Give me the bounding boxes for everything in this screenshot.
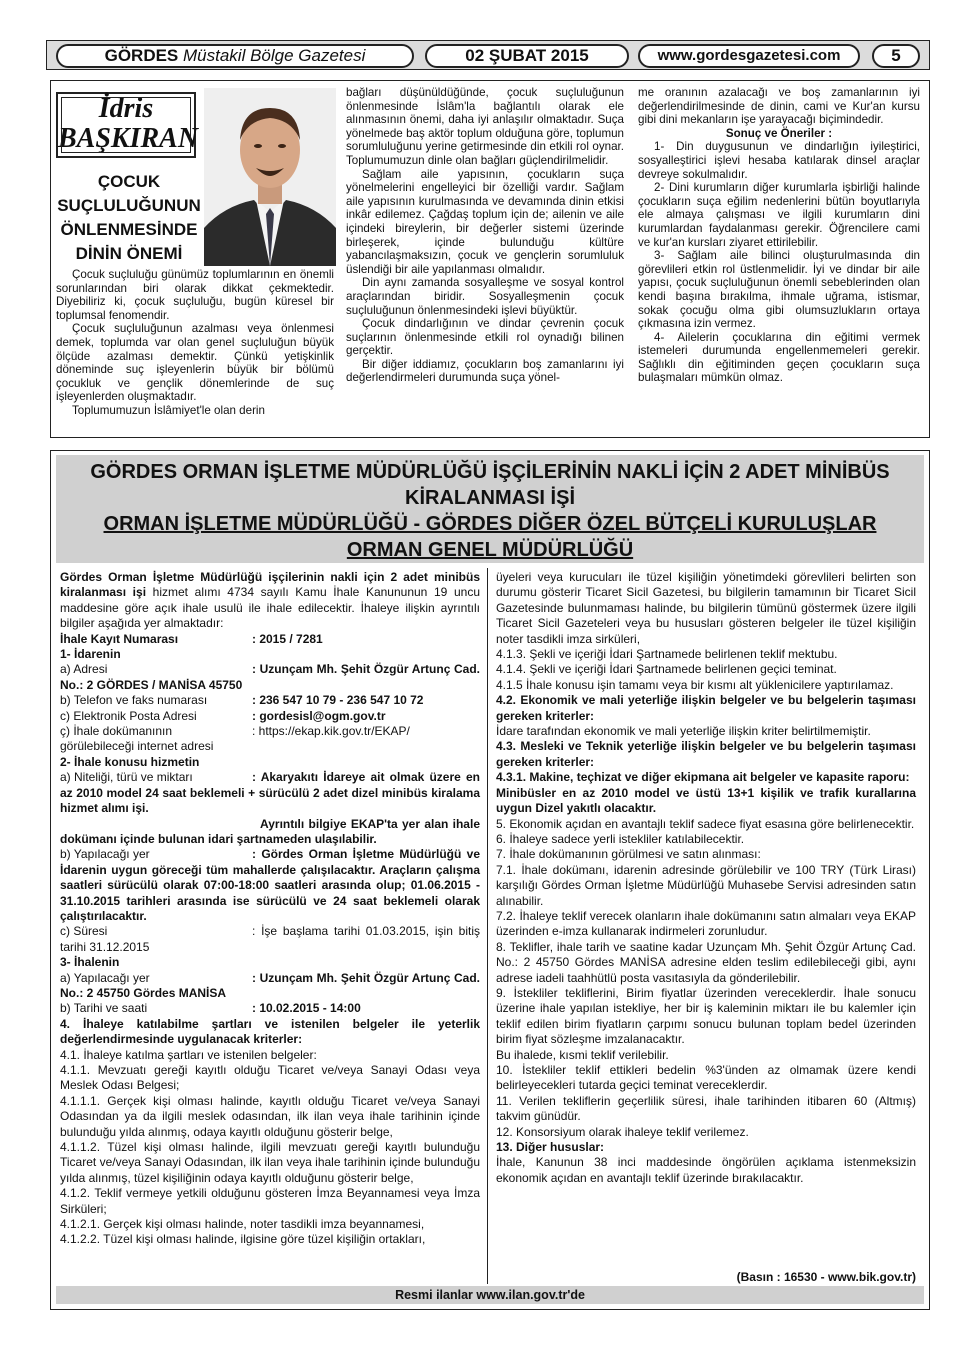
address-value: : Uzunçam Mh. Şehit Özgür Artunç Cad. No.: 2 GÖRDES / MANİSA 45750 [60, 662, 480, 692]
author-first-name: İdris [98, 93, 154, 124]
article-column-1 [56, 268, 334, 418]
paragraph: Toplumumuzun İslâmiyet'le olan derin [72, 403, 265, 417]
kayit-label: İhale Kayıt Numarası [60, 631, 179, 646]
address-row [60, 662, 480, 693]
clause: 6. İhaleye sadece yerli istekliler katılabilecektir. [496, 831, 745, 846]
address-label: a) Adresi [60, 662, 108, 677]
clause: İdare tarafından ekonomik ve mali yeterliğe ilişkin kriter belirtilmemiştir. [496, 724, 871, 739]
email-label: c) Elektronik Posta Adresi [60, 708, 197, 723]
nature-extra: Ayrıntılı bilgiye EKAP'ta yer alan ihale dokümanı içinde bulunan idari şartnameden ulaşılabilir. [60, 816, 480, 846]
paragraph: Çocuk suçluluğu günümüz toplumlarının en önemli sorunlarından biri olarak dikkat çekmektedir. Diyebiliriz ki, çocuk suçluluğu, bugün küresel bir toplumsal fenomendir. [56, 268, 334, 322]
conclusion-item: 2- Dini kurumların diğer kurumlarla işbirliği halinde çocukların suça eğilim nedenlerini bütün boyutlarıyla ele almaya çalışması ve ilgili kurumların dini kurumlardan faydalanması gerekir. Öğrencilere cami ve kur'an kursları ziyaret ettirilebilir. [638, 181, 920, 249]
announcement-column-right [496, 570, 916, 1186]
announcement-title-line: ORMAN İŞLETME MÜDÜRLÜĞÜ - GÖRDES DİĞER ÖZEL BÜTÇELİ KURULUŞLAR [103, 513, 877, 535]
email-row [60, 709, 480, 724]
clause: 4.1.2.1. Gerçek kişi olması halinde, noter tasdikli imza beyannamesi, [60, 1217, 425, 1232]
title-line: DİNİN ÖNEMİ [75, 244, 183, 263]
clause: 4.1.1. Mevzuatı gereği kayıtlı olduğu Ticaret ve/veya Sanayi Odası veya Meslek Odası Belgesi; [60, 1063, 480, 1093]
doc-url-row: ç) İhale dokümanının : https://ekap.kik.gov.tr/EKAP/ görülebileceği internet adresi [60, 724, 410, 754]
clause: 8. Teklifler, ihale tarih ve saatine kadar Uzunçam Mh. Şehit Özgür Artunç Cad. No.: 2 45750 Gördes MANİSA adresine elden teslim edilebileceği gibi, aynı adrese iadeli taahhütlü posta vasıtasıyla da gönderilebilir. [496, 939, 916, 985]
intro-paragraph [60, 570, 480, 632]
kayit-row [60, 632, 480, 647]
section-heading: 2- İhale konusu hizmetin [60, 754, 200, 769]
column-divider [487, 568, 488, 1284]
title-line: SUÇLULUĞUNUN [57, 196, 201, 215]
press-code: (Basın : 16530 - www.bik.gov.tr) [736, 1270, 916, 1284]
paragraph: me oranının azalacağı ve boş zamanlarının iyi değerlendirilmesinde de dinin, cami ve Kur'an kursu gibi dini mekanların işe yarayacağı biçimindedir. [638, 86, 920, 127]
paper-subtitle: Müstakil Bölge Gazetesi [183, 46, 366, 65]
clause: 7.2. İhaleye teklif verecek olanların ihale dokümanını satın almaları veya EKAP üzerinden e-imza kullanarak indirmeleri zorunludur. [496, 908, 916, 939]
section-heading: 4. İhaleye katılabilme şartları ve istenilen belgeler ile yeterlik değerlendirmesinde uygulanacak kriterler: [60, 1016, 480, 1047]
phone-row [60, 693, 480, 708]
announcement-header [56, 455, 924, 563]
intro-bold: Gördes Orman İşletme Müdürlüğü işçilerinin nakli için 2 adet minibüs kiralanması işi [60, 570, 480, 600]
paragraph: Çocuk suçluluğunun azalması veya önlenmesi demek, toplumda var olan genel suçluluğun büyük ölçüde azalması demektir. Çünkü yetişkinlik döneminde suç işleyenlerin büyük bir bölümü çocukluk ve gençlik dönemlerinde de suç işleyenlerden oluşmaktadır. [56, 322, 334, 404]
email-link[interactable]: : gordesisl@ogm.gov.tr [252, 708, 386, 723]
footer-notice: Resmi ilanlar www.ilan.gov.tr'de [56, 1286, 924, 1304]
tender-place-row: a) Yapılacağı yer : Uzunçam Mh. Şehit Özgür Artunç Cad. No.: 2 45750 Gördes MANİSA [60, 970, 480, 1000]
phone-label: b) Telefon ve faks numarası [60, 693, 208, 708]
doc-url-label: ç) İhale dokümanının [60, 724, 173, 739]
section-heading: 13. Diğer hususlar: [496, 1140, 605, 1155]
announcement-title-line: KİRALANMASI İŞİ [405, 487, 575, 509]
clause: üyeleri veya kurucuları ile tüzel kişiliğin yönetimdeki görevlileri belirten son durumu gösterir Ticaret Sicil Gazetesi, bu bilgilerin tamamının bir Ticaret Sicil Gazetesinde bulunmaması halinde, bu bilgilerin tümünü göstermek üzere ilgili Ticaret Sicil Gazeteleri veya bu hususları gösteren belgeler ile tüzel kişiliğin noter tasdikli imza sirküleri, [496, 570, 916, 646]
paragraph: bağları düşünüldüğünde, çocuk suçluluğunun önlenmesinde İslâm'la bağlantılı olarak ele alınmasının önemi, daha iyi anlaşılır olmaktadır. Suça yönelmede baş aktör toplum olduğuna göre, toplumun sorumluluğunu yerine getirmesinde din etkili rol oynar. Toplumumuzun dinle olan bağları güçlendirilmelidir. [346, 86, 624, 167]
section-heading: 4.3. Mesleki ve Teknik yeterliğe ilişkin belgeler ve bu belgelerin taşıması gereken kriterler: [496, 739, 916, 769]
tender-date-row: b) Tarihi ve saati : 10.02.2015 - 14:00 [60, 1001, 361, 1016]
conclusion-heading: Sonuç ve Öneriler : [725, 126, 833, 140]
place-row: b) Yapılacağı yer : Gördes Orman İşletme Müdürlüğü ve İdarenin uygun göreceği tüm mahallerde çalışılacaktır. Araçların çalışma saatleri sürücülü olarak 07:00-18:00 saatleri arasında olup; 01.06.2015 - 31.10.2015 tarihleri arasında ise sürücülü ve 24 saat beklemeli olarak çalıştırılacaktır. [60, 847, 480, 923]
clause: 4.1.1.1. Gerçek kişi olması halinde, kayıtlı olduğu Ticaret ve/veya Sanayi Odasından ya da ilgili meslek odasından, ilk ilan veya ihale tarihinin içinde bulunduğu yılda alınmış, odaya kayıtlı olduğunu gösterir belge, [60, 1093, 480, 1139]
clause: 4.1.5 İhale konusu işin tamamı veya bir kısmı alt yüklenicilere yaptırılamaz. [496, 677, 894, 692]
paragraph: Sağlam aile yapısının, çocukların suça yönelmelerini engelleyici bir özelliği vardır. Sağlam aile yapısının kurulmasında ve devamında dinin etkisi inkâr edilemez. Çağdaş toplum için de; ailenin ve aile içindeki bireylerin, bir değerler sistemi üzerinde birleşerek, içinde bulunduğu kültüre yabancılaşmaksızın, çocuk ve gençlerin sorumluluk üslendiği bir aile yapılanması olmalıdır. [346, 167, 624, 276]
clause: 4.1.2.2. Tüzel kişi olması halinde, ilgisine göre tüzel kişiliğin ortakları, [60, 1232, 426, 1247]
section-heading: 3- İhalenin [60, 955, 120, 970]
paper-name-pill [56, 44, 414, 68]
clause: Bu ihalede, kısmi teklif verilebilir. [496, 1047, 669, 1062]
title-line: ÇOCUK [97, 172, 161, 191]
clause: 4.1.3. Şekli ve içeriği İdari Şartnamede belirlenen teklif mektubu. [496, 647, 838, 662]
clause: 5. Ekonomik açıdan en avantajlı teklif sadece fiyat esasına göre belirlenecektir. [496, 816, 915, 831]
paragraph: Çocuk dindarlığının ve dindar çevrenin çocuk suçlarının önlenmesinde etkili rol oynadığı bilinen gerçektir. [346, 317, 624, 358]
page-number: 5 [872, 44, 920, 68]
nature-row: a) Niteliği, türü ve miktarı : Akaryakıtı İdareye ait olmak üzere en az 2010 model 24 saat beklemeli + sürücülü 2 adet dizel minibüs kiralama hizmet alımı işi. [60, 770, 480, 816]
intro-text: hizmet alımı 4734 sayılı Kamu İhale Kanununun 19 uncu maddesine göre açık ihale usulü ile ihale edilecektir. İhaleye ilişkin ayrıntılı bilgiler aşağıda yer almaktadır: [60, 585, 480, 631]
clause: 7.1. İhale dokümanı, idarenin adresinde görülebilir ve 100 TRY (Türk Lirası) karşılığı Gördes Orman İşletme Müdürlüğü Muhasebe Servisi adresinden satın alınabilir. [496, 862, 916, 908]
paper-name: GÖRDES [104, 46, 179, 65]
conclusion-item: 1- Din duygusunun ve dindarlığın iyileştirici, sosyalleştirici işlevi hesaba katılarak dinsel araçlar devreye sokulmalıdır. [638, 140, 920, 181]
paragraph: Din aynı zamanda sosyalleşme ve sosyal kontrol araçlarından biridir. Sosyalleşmenin çocuk suçluluğunun önlenmesindeki işlevi büyüktür. [346, 276, 624, 317]
title-line: ÖNLENMESİNDE [60, 220, 198, 239]
section-heading: 4.2. Ekonomik ve mali yeterliğe ilişkin belgeler ve bu belgelerin taşıması gereken kriterler: [496, 693, 916, 723]
doc-url-link[interactable]: : https://ekap.kik.gov.tr/EKAP/ [252, 724, 410, 739]
author-last-name: BAŞKIRAN [58, 123, 199, 154]
clause: 4.1.1.2. Tüzel kişi olması halinde, ilgili mevzuatı gereği kayıtlı bulunduğu Ticaret ve/veya Sanayi Odasından, ilk ilan veya ihale tarihinin içinde bulunduğu yılda alınmış, tüzel kişiliğinin odaya kayıtlı olduğunu gösterir belge, [60, 1140, 480, 1185]
clause: 9. İstekliler tekliflerini, Birim fiyatlar üzerinden vereceklerdir. İhale sonucu üzerine ihale yapılan istekliye, her bir iş kaleminin miktarı ile bu kalemler için teklif edilen birim fiyatların çarpımı sonucu bulunan toplam bedel üzerinden birim fiyat sözleşme imzalanacaktır. [496, 985, 916, 1047]
website-link[interactable]: www.gordesgazetesi.com [638, 44, 860, 68]
author-photo [204, 88, 336, 266]
announcement-title-line: GÖRDES ORMAN İŞLETME MÜDÜRLÜĞÜ İŞÇİLERİNİN NAKLİ İÇİN 2 ADET MİNİBÜS [90, 461, 890, 483]
conclusion-item: 4- Ailelerin çocuklarına din eğitimi vermek istemeleri durumunda engellenmemeleri gerekir. Sağlıklı din eğitiminden geçen çocukların suça bulaşmaları mümkün olmaz. [638, 330, 920, 385]
article-column-2 [346, 86, 624, 385]
clause: 4.1.4. Şekli ve içeriği İdari Şartnamede belirlenen geçici teminat. [496, 662, 837, 677]
announcement-column-left [60, 570, 480, 1248]
author-nameplate [56, 92, 199, 158]
kayit-value: : 2015 / 7281 [252, 631, 323, 646]
article-column-3 [638, 86, 920, 385]
section-heading: 1- İdarenin [60, 647, 121, 662]
paragraph: Bir diğer iddiamız, çocukların boş zamanlarını iyi değerlendirmeleri durumunda suça yönel- [346, 357, 624, 385]
duration-row: c) Süresi : İşe başlama tarihi 01.03.2015, işin bitiş tarihi 31.12.2015 [60, 924, 480, 954]
clause: İhale, Kanunun 38 inci maddesinde öngörülen açıklama istenmeksizin ekonomik açıdan en avantajlı teklif üzerinde bırakılacaktır. [496, 1155, 916, 1185]
announcement-title-line: ORMAN GENEL MÜDÜRLÜĞÜ [346, 539, 634, 561]
conclusion-item: 3- Sağlam aile bilinci oluşturulmasında din görevlileri etkin rol üstlenmelidir. İyi ve dindar bir aile yapısı, çocuk suçluluğunun önemli sebeblerinden olan kendi başına bırakılma, ihmale uğrama, istismar, sokak çocuğu olma gibi olumsuzlukların ortaya çıkmasına izin vermez. [638, 249, 920, 331]
article-title [56, 170, 202, 266]
section-heading: 4.3.1. Makine, teçhizat ve diğer ekipmana ait belgeler ve kapasite raporu: [496, 770, 910, 785]
clause: 11. Verilen tekliflerin geçerlilik süresi, ihale tarihinden itibaren 60 (Altmış) takvim günüdür. [496, 1093, 916, 1124]
issue-date: 02 ŞUBAT 2015 [425, 44, 629, 68]
clause: 10. İstekliler teklif ettikleri bedelin %3'ünden az olmamak üzere kendi belirleyecekleri tutarda geçici teminat vereceklerdir. [496, 1063, 916, 1093]
clause: Minibüsler en az 2010 model ve üstü 13+1 kişilik ve trafik kurallarına uygun Dizel yakıtlı olacaktır. [496, 785, 916, 816]
clause: 7. İhale dokümanının görülmesi ve satın alınması: [496, 847, 761, 862]
clause: 12. Konsorsiyum olarak ihaleye teklif verilemez. [496, 1124, 749, 1139]
clause: 4.1.2. Teklif vermeye yetkili olduğunu gösteren İmza Beyannamesi veya İmza Sirküleri; [60, 1186, 480, 1216]
clause: 4.1. İhaleye katılma şartları ve istenilen belgeler: [60, 1047, 317, 1062]
phone-value: : 236 547 10 79 - 236 547 10 72 [252, 693, 424, 708]
